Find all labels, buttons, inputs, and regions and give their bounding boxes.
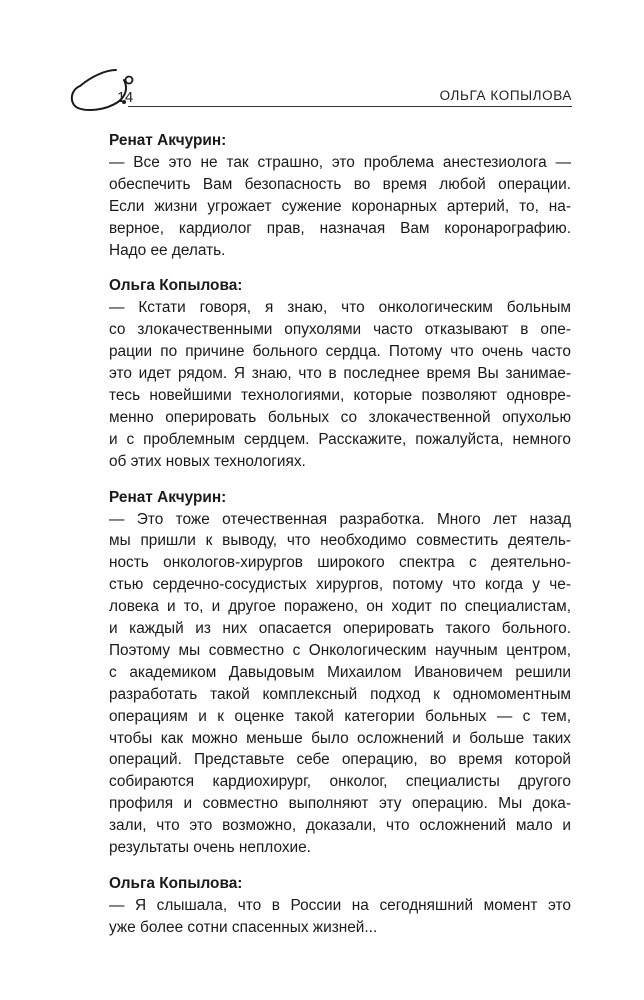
text-line: Поэтому мы совместно с Онкологическим научным центром, [109,641,571,659]
text-line: об этих новых технологиях. [109,452,306,470]
page-header [0,0,644,120]
speaker-name: Ренат Акчурин: [109,488,227,506]
text-line: чтобы как можно меньше было осложнений и больше таких [109,729,571,747]
dialogue-block [109,130,571,261]
text-line: Надо ее делать. [109,241,226,259]
text-line: — Все это не так страшно, это проблема анестезиолога — [109,153,571,171]
running-title: ОЛЬГА КОПЫЛОВА [439,88,572,103]
text-line: это идет рядом. Я знаю, что в последнее время Вы занимае- [109,365,571,383]
dialogue-block [109,487,571,859]
text-line: операций. Представьте себе операцию, во время которой [109,751,571,769]
text-line: уже более сотни спасенных жизней... [109,918,378,936]
text-line: операциям и к оценке такой категории больных — с тем, [109,707,571,725]
text-line: рации по причине больного сердца. Потому что очень часто [109,343,571,361]
text-line: и каждый из них опасается оперировать такого больного. [109,620,571,638]
dialogue-block [109,873,571,939]
text-line: Если жизни угрожает сужение коронарных артерий, то, на- [109,197,571,215]
text-line: — Кстати говоря, я знаю, что онкологическим больным [109,299,571,317]
text-line: верное, кардиолог прав, назначая Вам коронарографию. [109,219,571,237]
text-line: стью сердечно-сосудистых хирургов, потому что когда у че- [109,576,571,594]
text-line: результаты очень неплохие. [109,839,311,857]
text-line: ность онкологов-хирургов широкого спектра с деятельно- [109,554,571,572]
text-line: с академиком Давыдовым Михаилом Ивановичем решили [109,663,571,681]
header-rule [128,106,572,107]
page-number: 14 [117,89,133,106]
text-line: профиля и совместно выполняют эту операцию. Мы дока- [109,795,571,813]
stethoscope-icon [66,66,146,116]
text-line: обеспечить Вам безопасность во время любой операции. [109,175,571,193]
dialogue-text [109,130,571,953]
speaker-name: Ольга Копылова: [109,875,243,892]
text-line: — Это тоже отечественная разработка. Много лет назад [109,510,571,528]
text-line: мы пришли к выводу, что необходимо совместить деятель- [109,532,571,550]
text-line: собираются кардиохирург, онколог, специалисты другого [109,773,571,791]
text-line: — Я слышала, что в России на сегодняшний момент это [109,896,571,914]
text-line: со злокачественными опухолями часто отказывают в опе- [109,321,571,339]
text-line: и с проблемным сердцем. Расскажите, пожалуйста, немного [109,430,571,448]
text-line: ловека и то, и другое поражено, он ходит по специалистам, [109,598,571,616]
speaker-name: Ренат Акчурин: [109,132,227,149]
text-line: тесь новейшими технологиями, которые позволяют одновре- [109,386,571,404]
speaker-name: Ольга Копылова: [109,277,243,295]
dialogue-block [109,275,571,472]
text-line: разработать такой комплексный подход к одномоментным [109,685,571,703]
text-line: менно оперировать больных со злокачественной опухолью [109,408,571,426]
text-line: зали, что это возможно, доказали, что осложнений мало и [109,817,571,835]
